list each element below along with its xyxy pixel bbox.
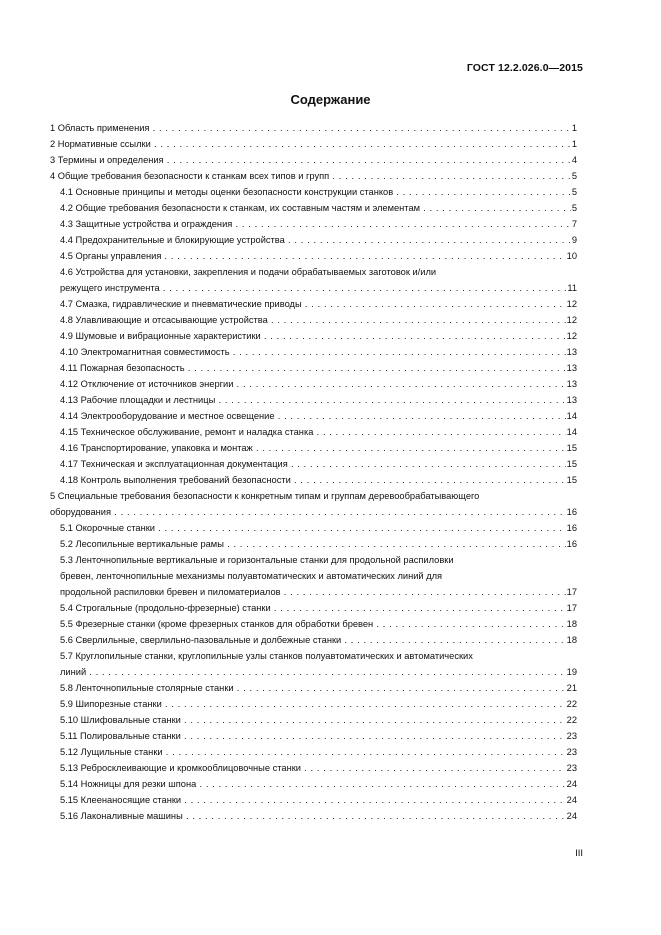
standard-header: ГОСТ 12.2.026.0—2015 bbox=[466, 62, 583, 74]
toc-entry-page: 5 bbox=[571, 200, 577, 216]
toc-entry-page: 9 bbox=[571, 232, 577, 248]
toc-entry[interactable] bbox=[50, 152, 577, 168]
toc-entry[interactable] bbox=[50, 120, 577, 136]
toc-entry-page: 10 bbox=[566, 248, 577, 264]
toc-entry-title: 4.16 Транспортирование, упаковка и монтаж . . . bbox=[60, 443, 577, 453]
toc-entry-page: 13 bbox=[566, 344, 577, 360]
toc-entry-title: 4.15 Техническое обслуживание, ремонт и наладка станка . . . bbox=[60, 427, 577, 437]
toc-entry-title: 5.6 Сверлильные, сверлильно-пазовальные и долбежные станки . . . bbox=[60, 635, 577, 645]
toc-entry-page: 12 bbox=[566, 328, 577, 344]
toc-entry-page: 13 bbox=[566, 392, 577, 408]
toc-entry[interactable] bbox=[50, 440, 577, 456]
toc-entry-page: 15 bbox=[566, 456, 577, 472]
page-number: III bbox=[575, 848, 583, 859]
toc-entry-page: 11 bbox=[566, 280, 577, 296]
toc-entry[interactable] bbox=[50, 216, 577, 232]
toc-entry-page: 12 bbox=[566, 296, 577, 312]
toc-entry[interactable] bbox=[50, 168, 577, 184]
toc-entry-page: 24 bbox=[566, 792, 577, 808]
toc-entry[interactable] bbox=[50, 680, 577, 696]
toc-entry-page: 13 bbox=[566, 376, 577, 392]
toc-entry-page: 22 bbox=[566, 696, 577, 712]
toc-entry[interactable] bbox=[50, 600, 577, 616]
toc-entry-title: 4.8 Улавливающие и отсасывающие устройства . . . bbox=[60, 315, 577, 325]
toc-entry-title: 3 Термины и определения . . . bbox=[50, 155, 577, 165]
toc-entry-page: 1 bbox=[571, 136, 577, 152]
toc-entry-page: 7 bbox=[571, 216, 577, 232]
toc-entry-title: 5.5 Фрезерные станки (кроме фрезерных станков для обработки бревен . . . bbox=[60, 619, 577, 629]
toc-entry-page: 15 bbox=[566, 472, 577, 488]
toc-entry-page: 12 bbox=[566, 312, 577, 328]
toc-entry[interactable] bbox=[50, 232, 577, 248]
toc-entry-page: 16 bbox=[566, 504, 577, 520]
toc-entry-title: 4.11 Пожарная безопасность . . . bbox=[60, 363, 577, 373]
toc-entry-title: 4.10 Электромагнитная совместимость . . . bbox=[60, 347, 577, 357]
toc-entry-title: 5.4 Строгальные (продольно-фрезерные) станки . . . bbox=[60, 603, 577, 613]
toc-entry-page: 18 bbox=[566, 616, 577, 632]
toc-entry[interactable] bbox=[50, 744, 577, 760]
toc-entry-title: 4 Общие требования безопасности к станкам всех типов и групп . . . bbox=[50, 171, 577, 181]
toc-entry[interactable] bbox=[50, 712, 577, 728]
toc-entry-title: 4.17 Техническая и эксплуатационная документация . . . bbox=[60, 459, 577, 469]
toc-entry-page: 21 bbox=[566, 680, 577, 696]
toc-entry[interactable] bbox=[50, 312, 577, 328]
toc-entry-page: 13 bbox=[566, 360, 577, 376]
toc-entry-title: 4.18 Контроль выполнения требований безопасности . . . bbox=[60, 475, 577, 485]
toc-entry-page: 1 bbox=[571, 120, 577, 136]
toc-entry-title: 4.14 Электрооборудование и местное освещение . . . bbox=[60, 411, 577, 421]
toc-entry-page: 23 bbox=[566, 728, 577, 744]
toc-entry-title: 5.10 Шлифовальные станки . . . bbox=[60, 715, 577, 725]
toc-entry-page: 19 bbox=[566, 664, 577, 680]
toc-entry[interactable] bbox=[50, 792, 577, 808]
toc-entry-page: 23 bbox=[566, 744, 577, 760]
toc-entry[interactable] bbox=[50, 136, 577, 152]
toc-entry[interactable] bbox=[50, 376, 577, 392]
toc-entry[interactable] bbox=[50, 552, 577, 600]
toc-entry-title: линий . . . bbox=[60, 667, 577, 677]
toc-entry[interactable] bbox=[50, 776, 577, 792]
toc-entry[interactable] bbox=[50, 536, 577, 552]
toc-entry[interactable] bbox=[50, 296, 577, 312]
page-title: Содержание bbox=[290, 92, 371, 107]
toc-entry-title: 5.9 Шипорезные станки . . . bbox=[60, 699, 577, 709]
table-of-contents bbox=[50, 120, 577, 824]
toc-entry-text-line: 5.3 Ленточнопильные вертикальные и горизонтальные станки для продольной распиловки bbox=[60, 555, 454, 565]
toc-entry-title: 4.12 Отключение от источников энергии . . . bbox=[60, 379, 577, 389]
toc-entry-title: 4.3 Защитные устройства и ограждения . . . bbox=[60, 219, 577, 229]
toc-entry[interactable] bbox=[50, 456, 577, 472]
toc-entry[interactable] bbox=[50, 408, 577, 424]
toc-entry[interactable] bbox=[50, 344, 577, 360]
toc-entry-title: 4.5 Органы управления . . . bbox=[60, 251, 577, 261]
toc-entry-title: 4.4 Предохранительные и блокирующие устройства . . . bbox=[60, 235, 577, 245]
toc-entry-title: 5.8 Ленточнопильные столярные станки . . . bbox=[60, 683, 577, 693]
toc-entry-page: 14 bbox=[566, 408, 577, 424]
toc-entry-title: 5.2 Лесопильные вертикальные рамы . . . bbox=[60, 539, 577, 549]
toc-entry[interactable] bbox=[50, 424, 577, 440]
toc-entry[interactable] bbox=[50, 616, 577, 632]
toc-entry[interactable] bbox=[50, 728, 577, 744]
toc-entry-page: 17 bbox=[566, 584, 577, 600]
toc-entry-title: 5.11 Полировальные станки . . . bbox=[60, 731, 577, 741]
toc-entry-page: 14 bbox=[566, 424, 577, 440]
toc-entry-title: режущего инструмента . . . bbox=[60, 283, 577, 293]
toc-entry-title: продольной распиловки бревен и пиломатериалов . . . bbox=[60, 587, 577, 597]
toc-entry-page: 23 bbox=[566, 760, 577, 776]
toc-entry-title: 5.12 Лущильные станки . . . bbox=[60, 747, 577, 757]
toc-entry-title: 4.13 Рабочие площадки и лестницы . . . bbox=[60, 395, 577, 405]
toc-entry[interactable] bbox=[50, 184, 577, 200]
toc-entry[interactable] bbox=[50, 472, 577, 488]
toc-entry[interactable] bbox=[50, 200, 577, 216]
toc-entry-title: 5.15 Клеенаносящие станки . . . bbox=[60, 795, 577, 805]
toc-entry[interactable] bbox=[50, 760, 577, 776]
toc-entry-page: 5 bbox=[571, 168, 577, 184]
toc-entry-title: 2 Нормативные ссылки . . . bbox=[50, 139, 577, 149]
toc-entry-text-line: бревен, ленточнопильные механизмы полуавтоматических и автоматических линий для bbox=[60, 571, 443, 581]
toc-entry[interactable] bbox=[50, 392, 577, 408]
toc-entry-page: 17 bbox=[566, 600, 577, 616]
toc-entry-page: 18 bbox=[566, 632, 577, 648]
toc-entry[interactable] bbox=[50, 648, 577, 680]
toc-entry-title: 5.1 Окорочные станки . . . bbox=[60, 523, 577, 533]
toc-entry-page: 16 bbox=[566, 536, 577, 552]
toc-entry[interactable] bbox=[50, 808, 577, 824]
toc-entry[interactable] bbox=[50, 328, 577, 344]
toc-entry-text-line: 4.6 Устройства для установки, закрепления и подачи обрабатываемых заготовок и/или bbox=[60, 267, 437, 277]
toc-entry-title: 5.14 Ножницы для резки шпона . . . bbox=[60, 779, 577, 789]
toc-entry-title: 4.7 Смазка, гидравлические и пневматические приводы . . . bbox=[60, 299, 577, 309]
toc-entry-title: 5.13 Ребросклеивающие и кромкооблицовочные станки . . . bbox=[60, 763, 577, 773]
toc-entry-page: 24 bbox=[566, 776, 577, 792]
toc-entry[interactable] bbox=[50, 632, 577, 648]
toc-entry-text-line: 5.7 Круглопильные станки, круглопильные узлы станков полуавтоматических и автоматических bbox=[60, 651, 473, 661]
toc-entry-title: 4.2 Общие требования безопасности к станкам, их составным частям и элементам . . . bbox=[60, 203, 577, 213]
toc-entry-title: оборудования . . . bbox=[50, 507, 577, 517]
toc-entry-title: 4.1 Основные принципы и методы оценки безопасности конструкции станков . . . bbox=[60, 187, 577, 197]
toc-entry-title: 4.9 Шумовые и вибрационные характеристики . . . bbox=[60, 331, 577, 341]
toc-entry[interactable] bbox=[50, 264, 577, 296]
toc-entry-page: 24 bbox=[566, 808, 577, 824]
toc-entry-page: 4 bbox=[571, 152, 577, 168]
toc-entry-title: 1 Область применения . . . bbox=[50, 123, 577, 133]
toc-entry[interactable] bbox=[50, 696, 577, 712]
toc-entry[interactable] bbox=[50, 488, 577, 520]
toc-entry[interactable] bbox=[50, 520, 577, 536]
toc-entry[interactable] bbox=[50, 248, 577, 264]
toc-entry-page: 5 bbox=[571, 184, 577, 200]
toc-entry-text-line: 5 Специальные требования безопасности к конкретным типам и группам деревообрабатывающего bbox=[50, 491, 480, 501]
toc-entry[interactable] bbox=[50, 360, 577, 376]
toc-entry-title: 5.16 Лаконаливные машины . . . bbox=[60, 811, 577, 821]
toc-entry-page: 15 bbox=[566, 440, 577, 456]
toc-entry-page: 16 bbox=[566, 520, 577, 536]
toc-entry-page: 22 bbox=[566, 712, 577, 728]
